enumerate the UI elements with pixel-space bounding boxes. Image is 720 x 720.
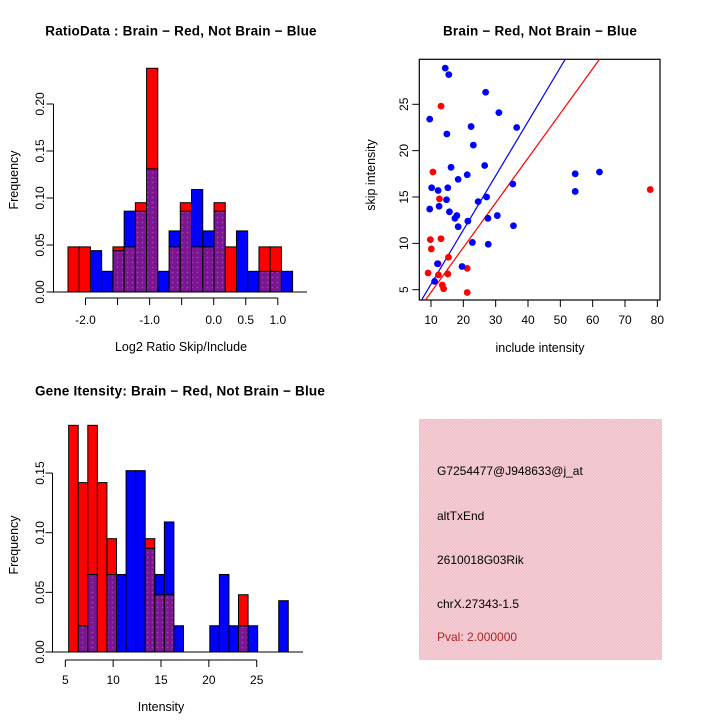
svg-text:5: 5	[397, 286, 411, 294]
svg-text:15: 15	[154, 673, 168, 687]
svg-text:-2.0: -2.0	[75, 313, 96, 327]
gene-hist-ylabel: Frequency	[7, 515, 21, 575]
svg-text:0.05: 0.05	[33, 233, 47, 257]
svg-text:50: 50	[553, 313, 568, 327]
svg-text:-1.0: -1.0	[139, 313, 160, 327]
scatter-xlabel: include intensity	[495, 341, 585, 355]
info-line-pval: Pval: 2.000000	[437, 630, 518, 644]
gene-hist-xlabel: Intensity	[137, 700, 185, 714]
svg-text:0.5: 0.5	[237, 313, 255, 327]
svg-text:25: 25	[397, 97, 411, 111]
ratio-hist-xlabel: Log2 Ratio Skip/Include	[114, 340, 248, 354]
scatter-ylabel: skip intensity	[364, 139, 378, 211]
info-line-probe-id: G7254477@J948633@j_at	[437, 464, 583, 478]
svg-text:0.10: 0.10	[33, 521, 47, 545]
svg-text:1.0: 1.0	[269, 313, 287, 327]
svg-text:25: 25	[250, 673, 264, 687]
svg-text:0.10: 0.10	[33, 186, 47, 210]
svg-text:0.00: 0.00	[33, 280, 47, 304]
ratio-histogram-plot	[33, 68, 307, 327]
svg-text:80: 80	[650, 313, 665, 327]
ratio-hist-ylabel: Frequency	[7, 150, 21, 210]
svg-text:0.00: 0.00	[33, 640, 47, 664]
svg-text:20: 20	[456, 313, 471, 327]
svg-text:60: 60	[585, 313, 600, 327]
svg-text:0.15: 0.15	[33, 461, 47, 485]
scatter-series-blue	[426, 65, 603, 285]
svg-text:30: 30	[488, 313, 503, 327]
svg-text:10: 10	[424, 313, 438, 327]
ratio-hist-title: RatioData : Brain − Red, Not Brain − Blue	[45, 23, 317, 39]
svg-text:0.0: 0.0	[205, 313, 223, 327]
svg-text:0.05: 0.05	[33, 580, 47, 605]
scatter-title: Brain − Red, Not Brain − Blue	[442, 23, 638, 39]
svg-text:0.15: 0.15	[33, 139, 47, 163]
info-line-event-type: altTxEnd	[437, 509, 485, 523]
info-line-gene-name: 2610018G03Rik	[437, 553, 524, 567]
svg-text:15: 15	[397, 190, 411, 204]
svg-text:40: 40	[521, 313, 535, 327]
svg-text:70: 70	[618, 313, 632, 327]
svg-text:20: 20	[202, 673, 216, 687]
info-line-locus: chrX.27343-1.5	[437, 597, 520, 611]
intensity-scatter-plot	[397, 59, 664, 327]
gene-intensity-histogram-plot	[33, 425, 303, 687]
info-panel	[419, 419, 662, 660]
gene-hist-title: Gene Itensity: Brain − Red, Not Brain − Blue	[34, 383, 326, 399]
svg-text:0.20: 0.20	[33, 92, 47, 116]
svg-text:10: 10	[397, 236, 411, 251]
svg-text:20: 20	[397, 143, 411, 158]
svg-text:10: 10	[106, 673, 120, 687]
svg-text:5: 5	[61, 673, 69, 687]
